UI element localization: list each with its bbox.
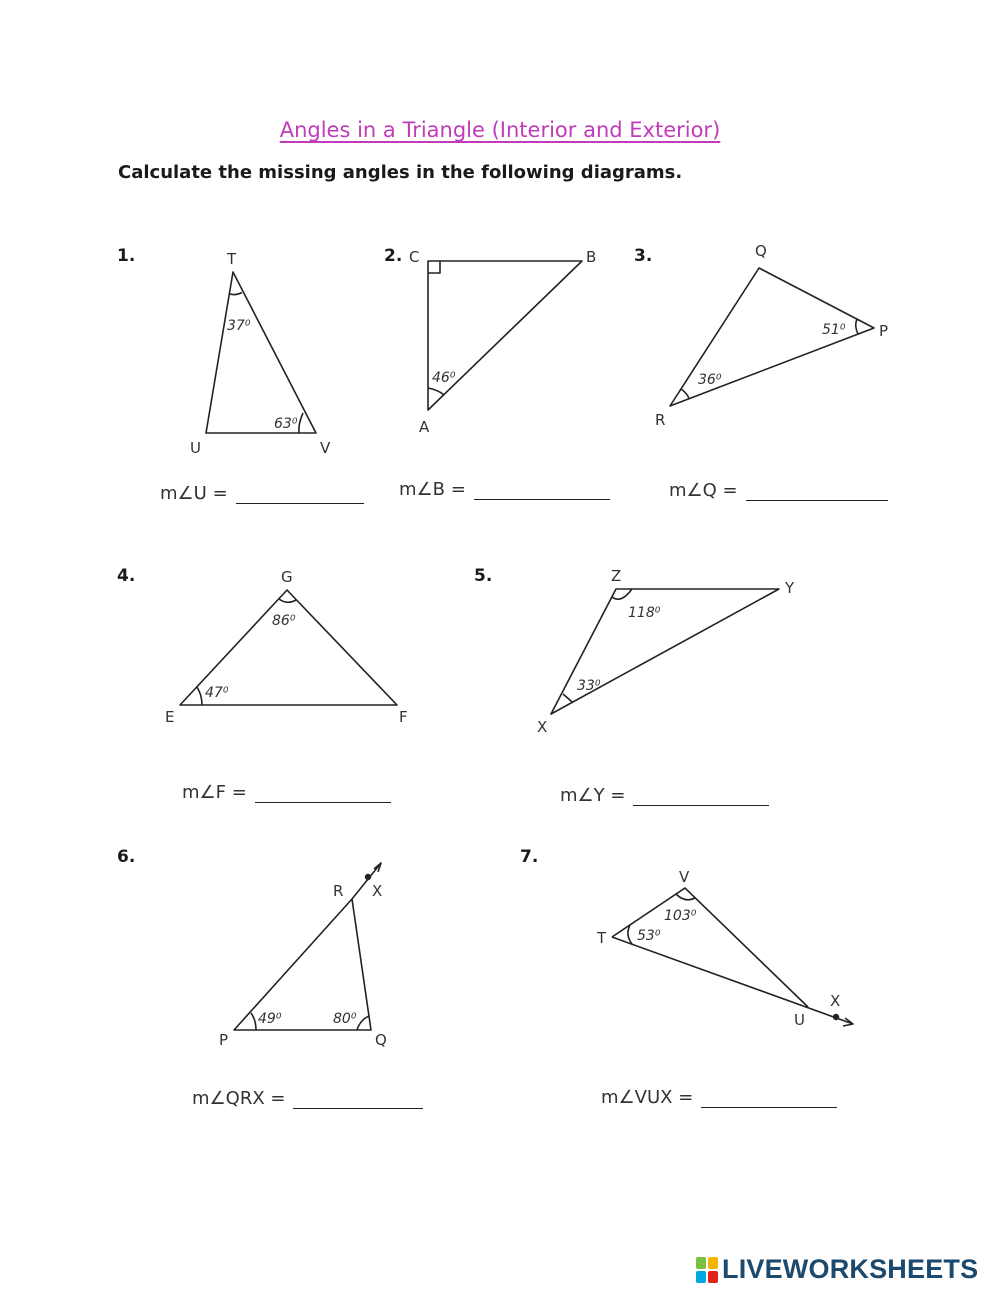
triangle-5 [551,589,779,714]
vertex-c-2: C [409,248,420,266]
angle-label-e: 47⁰ [205,685,229,701]
answer-input-4[interactable] [255,780,391,803]
angle-arc-e [197,687,202,705]
angle-label-t: 53⁰ [637,928,661,944]
answer-row-6 [192,1086,423,1109]
triangle-cba [428,261,582,410]
angle-label-g: 86⁰ [272,613,296,629]
angle-label-r: 36⁰ [698,372,722,388]
answer-input-2[interactable] [474,477,610,500]
angle-label-q: 80⁰ [333,1011,357,1027]
answer-row-2 [399,477,610,500]
question-label-5: m∠Y = [560,785,626,806]
vertex-p-3: P [879,322,889,340]
angle-label-a: 46⁰ [432,370,456,386]
liveworksheets-logo-icon [696,1257,718,1283]
vertex-x-5: X [537,718,548,736]
triangle-zyx [551,589,779,714]
problem-7-number: 7. [520,847,539,867]
vertex-r-3: R [655,411,666,429]
triangle-1 [206,272,316,433]
vertex-f-4: F [399,708,408,726]
answer-row-3 [669,478,888,501]
triangle-7 [612,888,853,1026]
angle-arc-a [428,388,444,395]
angle-arc-p [251,1013,256,1030]
vertex-p-6: P [219,1031,229,1049]
vertex-b-2: B [586,248,597,266]
logo-text: LIVEWORKSHEETS [722,1254,979,1284]
angle-arc-t [628,925,632,944]
problem-6-number: 6. [117,847,136,867]
answer-input-3[interactable] [746,478,888,501]
angle-label-z: 118⁰ [628,605,661,621]
problem-2-number: 2. [384,246,403,266]
angle-label-x: 33⁰ [577,678,601,694]
answer-row-7 [601,1085,837,1108]
vertex-t-7: T [597,929,607,947]
vertex-q-6: Q [375,1031,387,1049]
problem-3-number: 3. [634,246,653,266]
answer-input-7[interactable] [701,1085,837,1108]
question-label-3: m∠Q = [669,480,738,501]
vertex-y-5: Y [785,579,795,597]
vertex-a-2: A [419,418,430,436]
extended-ray-tux [612,937,853,1024]
point-dot-x-7 [833,1014,839,1020]
question-label-6: m∠QRX = [192,1088,286,1109]
liveworksheets-logo[interactable] [696,1254,978,1285]
question-label-2: m∠B = [399,479,466,500]
angle-arc-v [299,413,303,433]
angle-arc-r [681,389,689,399]
answer-input-5[interactable] [633,783,769,806]
problem-1-number: 1. [117,246,136,266]
question-label-4: m∠F = [182,782,247,803]
answer-row-1 [160,481,364,504]
vertex-v-7: V [679,868,690,886]
angle-label-v: 63⁰ [274,416,298,432]
point-dot-x-6 [365,874,371,880]
angle-arc-x [563,694,572,702]
vertex-g-4: G [281,568,293,586]
vertex-u-1: U [190,439,201,457]
vertex-x-6: X [372,882,383,900]
angle-label-p: 49⁰ [258,1011,282,1027]
vertex-z-5: Z [611,567,622,585]
triangle-tuv [206,272,316,433]
angle-label-p: 51⁰ [822,322,846,338]
problem-5-number: 5. [474,566,493,586]
vertex-v-1: V [320,439,331,457]
right-angle-mark [428,261,440,273]
instructions: Calculate the missing angles in the following diagrams. [118,162,683,183]
answer-input-6[interactable] [293,1086,423,1109]
vertex-e-4: E [165,708,175,726]
answer-row-5 [560,783,769,806]
problem-4-number: 4. [117,566,136,586]
angle-label-v: 103⁰ [664,908,697,924]
triangle-2 [428,261,582,410]
vertex-r-6: R [333,882,344,900]
angle-arc-p [856,319,858,334]
answer-input-1[interactable] [236,481,364,504]
angle-arc-t [229,293,242,295]
vertex-q-3: Q [755,242,767,260]
triangle-6 [234,863,381,1030]
angle-arc-q [357,1016,369,1030]
worksheet-title: Angles in a Triangle (Interior and Exterior) [279,118,721,142]
question-label-7: m∠VUX = [601,1087,694,1108]
vertex-x-7: X [830,992,841,1010]
angle-label-t: 37⁰ [227,318,251,334]
angle-arc-g [279,599,296,602]
vertex-u-7: U [794,1011,805,1029]
question-label-1: m∠U = [160,483,228,504]
answer-row-4 [182,780,391,803]
vertex-t-1: T [227,250,237,268]
